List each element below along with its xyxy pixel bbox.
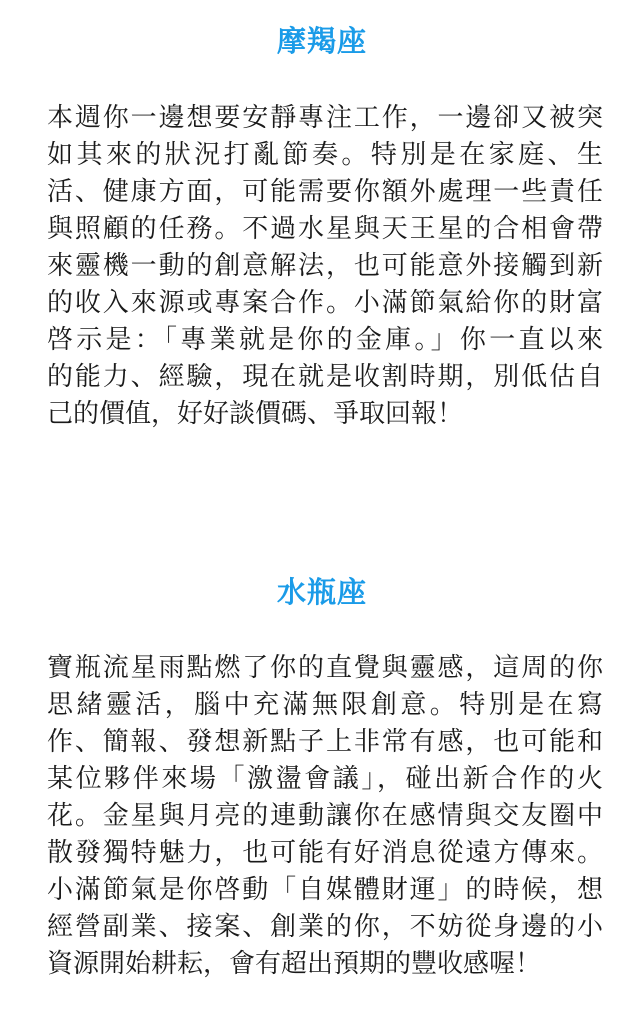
capricorn-line: 活、健康方面，可能需要你額外處理一些責任 bbox=[47, 177, 603, 207]
aquarius-line: 小滿節氣是你啓動「自媒體財運」的時候，想 bbox=[47, 875, 603, 905]
capricorn-title: 摩羯座 bbox=[276, 24, 367, 58]
capricorn-line: 來靈機一動的創意解法，也可能意外接觸到新 bbox=[47, 251, 603, 281]
aquarius-line: 資源開始耕耘，會有超出預期的豐收感喔！ bbox=[47, 949, 542, 979]
capricorn-line: 如其來的狀況打亂節奏。特別是在家庭、生 bbox=[47, 140, 603, 170]
capricorn-line: 己的價值，好好談價碼、爭取回報！ bbox=[47, 399, 464, 429]
capricorn-line: 的收入來源或專案合作。小滿節氣給你的財富 bbox=[47, 288, 603, 318]
aquarius-line: 花。金星與月亮的連動讓你在感情與交友圈中 bbox=[47, 801, 603, 831]
aquarius-line: 散發獨特魅力，也可能有好消息從遠方傳來。 bbox=[47, 838, 603, 868]
capricorn-body bbox=[47, 100, 603, 433]
aquarius-body bbox=[47, 650, 603, 983]
aquarius-line: 寶瓶流星雨點燃了你的直覺與靈感，這周的你 bbox=[47, 653, 603, 683]
aquarius-title: 水瓶座 bbox=[276, 575, 367, 609]
capricorn-line: 啓示是：「專業就是你的金庫。」你一直以來 bbox=[47, 325, 603, 355]
capricorn-line: 本週你一邊想要安靜專注工作，一邊卻又被突 bbox=[47, 103, 603, 133]
aquarius-line: 作、簡報、發想新點子上非常有感，也可能和 bbox=[47, 727, 603, 757]
aquarius-line: 經營副業、接案、創業的你，不妨從身邊的小 bbox=[47, 912, 603, 942]
capricorn-line: 與照顧的任務。不過水星與天王星的合相會帶 bbox=[47, 214, 603, 244]
aquarius-line: 思緒靈活，腦中充滿無限創意。特別是在寫 bbox=[47, 690, 603, 720]
capricorn-line: 的能力、經驗，現在就是收割時期，別低估自 bbox=[47, 362, 603, 392]
aquarius-line: 某位夥伴來場「激盪會議」，碰出新合作的火 bbox=[47, 764, 603, 794]
